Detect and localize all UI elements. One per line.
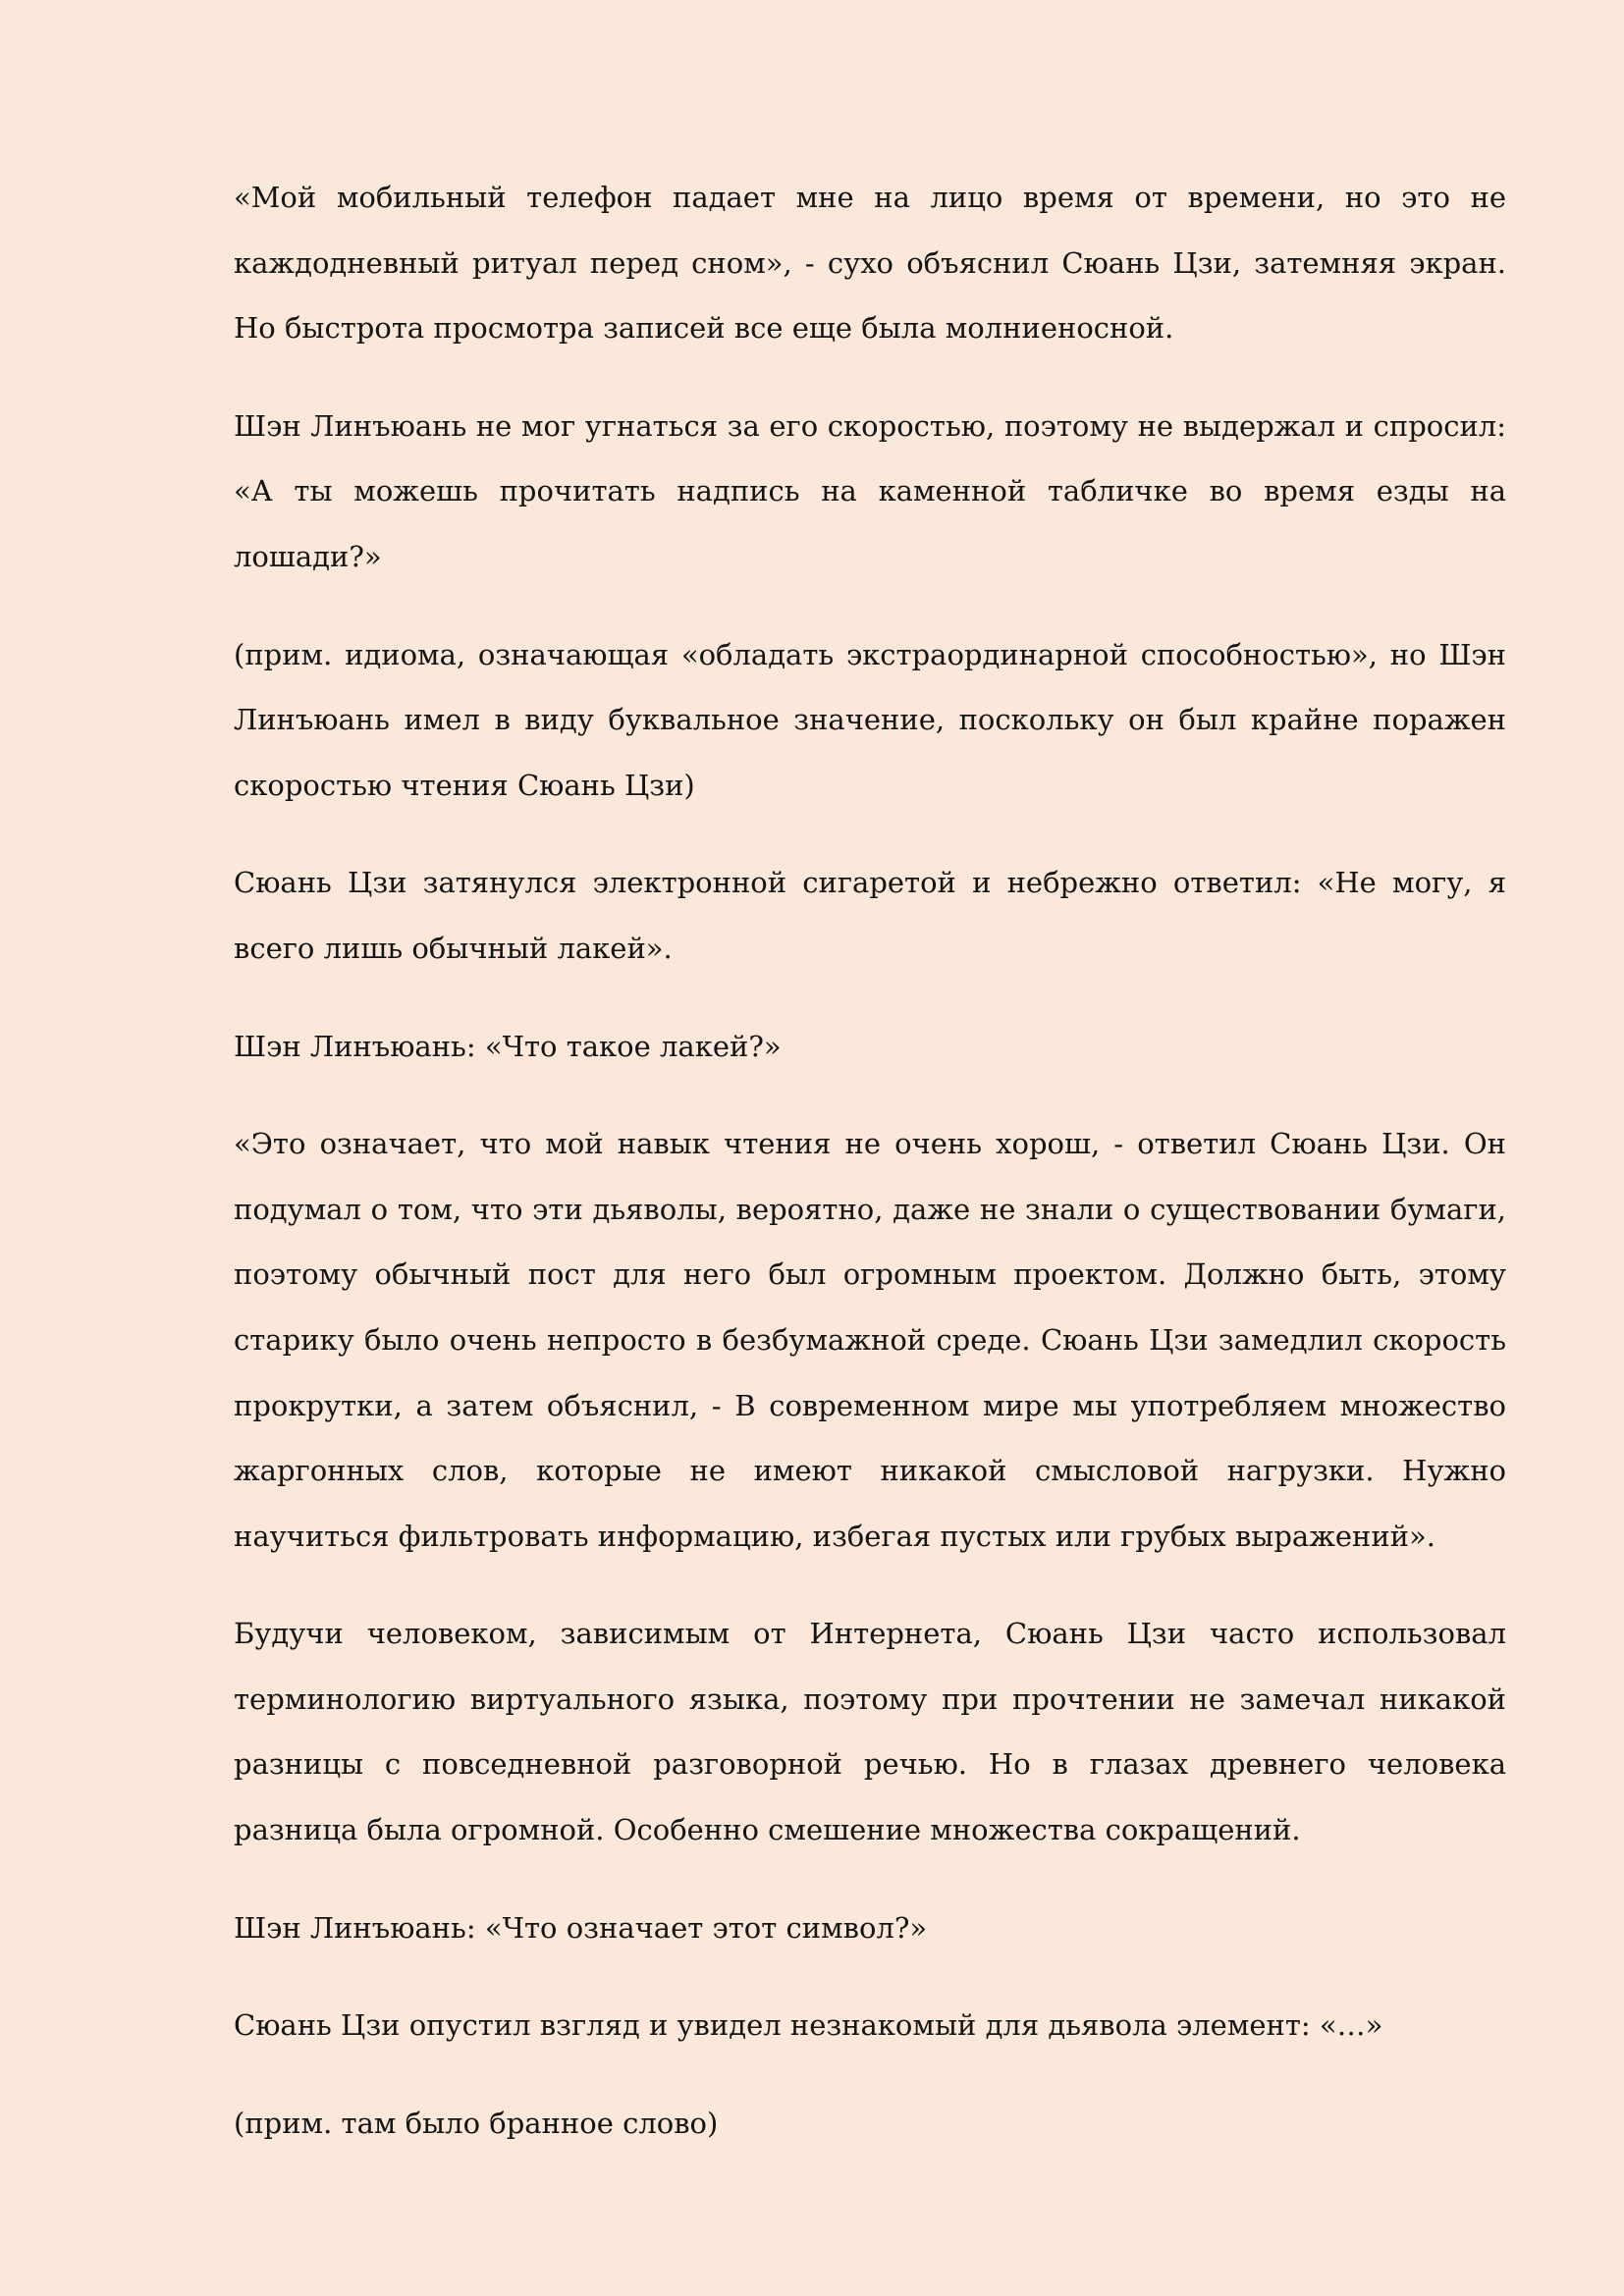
paragraph-5: Шэн Линъюань: «Что такое лакей?» [234,1029,782,1063]
paragraph-10-note: (прим. там было бранное слово) [234,2106,719,2140]
paragraph-4: Сюань Цзи затянулся электронной сигаретой и небрежно ответил: «Не могу, я всего лишь обычный лакей». [234,866,1506,965]
paragraph-1: «Мой мобильный телефон падает мне на лицо время от времени, но это не каждодневный ритуал перед сном», - сухо объяснил Сюань Цзи, затемняя экран. Но быстрота просмотра записей все еще была молниеносной. [234,181,1506,346]
paragraph-9: Сюань Цзи опустил взгляд и увидел незнакомый для дьявола элемент: «…» [234,2008,1383,2043]
paragraph-7: Будучи человеком, зависимым от Интернета, Сюань Цзи часто использовал терминологию виртуального языка, поэтому при прочтении не замечал никакой разницы с повседневной разговорной речью. Но в глазах древнего человека разница была огромной. Особенно смешение множества сокращений. [234,1617,1506,1847]
paragraph-8: Шэн Линъюань: «Что означает этот символ?» [234,1910,928,1945]
paragraph-2: Шэн Линъюань не мог угнаться за его скоростью, поэтому не выдержал и спросил: «А ты можешь прочитать надпись на каменной табличке во время езды на лошади?» [234,408,1506,573]
paragraph-3-note: (прим. идиома, означающая «обладать экстраординарной способностью», но Шэн Линъюань имел в виду буквальное значение, поскольку он был крайне поражен скоростью чтения Сюань Цзи) [234,637,1506,802]
paragraph-6: «Это означает, что мой навык чтения не очень хорош, - ответил Сюань Цзи. Он подумал о том, что эти дьяволы, вероятно, даже не знали о существовании бумаги, поэтому обычный пост для него был огромным проектом. Должно быть, этому старику было очень непросто в безбумажной среде. Сюань Цзи замедлил скорость прокрутки, а затем объяснил, - В современном мире мы употребляем множество жаргонных слов, которые не имеют никакой смысловой нагрузки. Нужно научиться фильтровать информацию, избегая пустых или грубых выражений». [234,1127,1506,1553]
document-page [234,165,1506,2188]
